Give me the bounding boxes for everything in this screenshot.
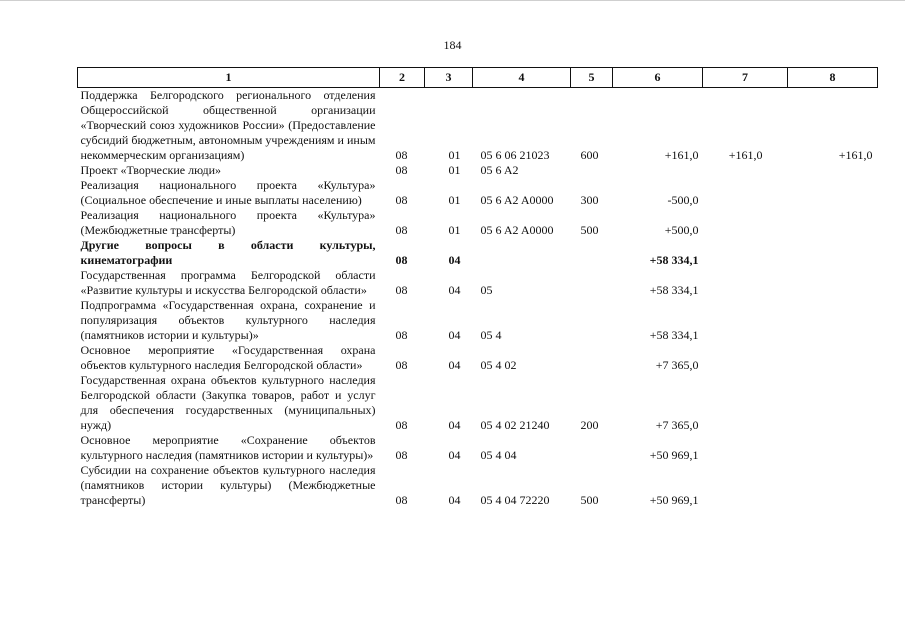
cell-amount-col6 (613, 163, 703, 178)
cell-name: Государственная программа Белгородской области «Развитие культуры и искусства Белгородской области» (80, 268, 376, 297)
cell-amount-col7: +161,0 (728, 148, 763, 162)
cell-target-article: 05 6 A2 A0000 (480, 193, 554, 207)
cell-name: Субсидии на сохранение объектов культурного наследия (памятников истории культуры) (Межбюджетные трансферты) (80, 463, 376, 507)
cell-subsection: 04 (448, 448, 461, 462)
cell-amount-col6: +7 365,0 (655, 358, 699, 372)
cell-name: Государственная охрана объектов культурного наследия Белгородской области (Закупка товаров, работ и услуг для обеспечения государственных (муниципальных) нужд) (80, 373, 376, 432)
cell-target-article: 05 (480, 283, 493, 297)
cell-section: 08 (395, 328, 408, 342)
cell-section: 08 (395, 358, 408, 372)
cell-target-article: 05 6 A2 A0000 (480, 223, 554, 237)
scan-edge (0, 0, 905, 1)
table-row (78, 298, 878, 343)
cell-subsection: 04 (448, 358, 461, 372)
table-row (78, 268, 878, 298)
cell-amount-col6: +161,0 (664, 148, 699, 162)
table-row (78, 433, 878, 463)
cell-expense-type (571, 298, 613, 343)
table-row (78, 178, 878, 208)
cell-name: Реализация национального проекта «Культура» (Социальное обеспечение и иные выплаты населению) (80, 178, 376, 207)
cell-expense-type (571, 268, 613, 298)
cell-expense-type: 500 (580, 223, 599, 237)
cell-amount-col8 (788, 208, 878, 238)
cell-section: 08 (395, 448, 408, 462)
header-row (78, 68, 878, 88)
cell-subsection: 04 (448, 328, 461, 342)
cell-target-article: 05 4 02 (480, 358, 517, 372)
column-header-2: 2 (380, 68, 425, 88)
cell-expense-type: 200 (580, 418, 599, 432)
cell-subsection: 04 (448, 283, 461, 297)
cell-subsection: 01 (448, 223, 461, 237)
cell-section: 08 (395, 493, 408, 507)
cell-target-article: 05 4 04 72220 (480, 493, 550, 507)
cell-amount-col7 (703, 238, 788, 268)
cell-target-article: 05 4 02 21240 (480, 418, 550, 432)
cell-section: 08 (395, 193, 408, 207)
cell-amount-col8 (788, 373, 878, 433)
cell-name: Основное мероприятие «Государственная охрана объектов культурного наследия Белгородской области» (80, 343, 376, 372)
cell-amount-col6: +58 334,1 (649, 283, 699, 297)
cell-amount-col7 (703, 268, 788, 298)
table-row (78, 343, 878, 373)
cell-amount-col8: +161,0 (838, 148, 873, 162)
column-header-3: 3 (425, 68, 473, 88)
cell-target-article: 05 6 A2 (480, 163, 519, 177)
cell-section: 08 (395, 223, 408, 237)
column-header-8: 8 (788, 68, 878, 88)
cell-name: Реализация национального проекта «Культура» (Межбюджетные трансферты) (80, 208, 376, 237)
cell-amount-col7 (703, 433, 788, 463)
cell-amount-col6: +58 334,1 (649, 328, 699, 342)
cell-subsection: 01 (448, 148, 461, 162)
cell-subsection: 04 (448, 493, 461, 507)
table-row (78, 163, 878, 178)
cell-target-article: 05 6 06 21023 (480, 148, 550, 162)
cell-subsection: 04 (448, 253, 461, 267)
cell-amount-col7 (703, 298, 788, 343)
cell-amount-col7 (703, 208, 788, 238)
cell-expense-type: 600 (580, 148, 599, 162)
cell-amount-col6: -500,0 (667, 193, 699, 207)
cell-amount-col7 (703, 373, 788, 433)
cell-name: Проект «Творческие люди» (80, 163, 222, 177)
cell-expense-type (571, 433, 613, 463)
budget-table (77, 67, 878, 508)
table-row (78, 208, 878, 238)
cell-amount-col8 (788, 163, 878, 178)
column-header-6: 6 (613, 68, 703, 88)
table-row (78, 88, 878, 164)
cell-amount-col8 (788, 268, 878, 298)
cell-amount-col8 (788, 238, 878, 268)
cell-expense-type (571, 163, 613, 178)
cell-amount-col7 (703, 343, 788, 373)
cell-name: Основное мероприятие «Сохранение объектов культурного наследия (памятников истории и культуры)» (80, 433, 376, 462)
column-header-5: 5 (571, 68, 613, 88)
cell-section: 08 (395, 283, 408, 297)
cell-section: 08 (395, 163, 408, 177)
cell-amount-col7 (703, 163, 788, 178)
cell-amount-col6: +58 334,1 (649, 253, 699, 267)
cell-amount-col8 (788, 463, 878, 508)
cell-section: 08 (395, 418, 408, 432)
cell-name: Подпрограмма «Государственная охрана, сохранение и популяризация объектов культурного наследия (памятников истории и культуры)» (80, 298, 376, 342)
cell-amount-col7 (703, 178, 788, 208)
cell-expense-type: 300 (580, 193, 599, 207)
column-header-7: 7 (703, 68, 788, 88)
table-header (78, 68, 878, 88)
cell-section: 08 (395, 253, 408, 267)
cell-amount-col6: +7 365,0 (655, 418, 699, 432)
column-header-4: 4 (473, 68, 571, 88)
cell-amount-col6: +50 969,1 (649, 493, 699, 507)
cell-subsection: 04 (448, 418, 461, 432)
cell-target-article: 05 4 (480, 328, 502, 342)
cell-target-article (473, 238, 571, 268)
cell-expense-type (571, 238, 613, 268)
cell-amount-col7 (703, 463, 788, 508)
cell-amount-col8 (788, 343, 878, 373)
cell-amount-col6: +50 969,1 (649, 448, 699, 462)
cell-expense-type: 500 (580, 493, 599, 507)
cell-expense-type (571, 343, 613, 373)
page-number: 184 (443, 38, 462, 52)
cell-amount-col8 (788, 178, 878, 208)
cell-target-article: 05 4 04 (480, 448, 517, 462)
cell-section: 08 (395, 148, 408, 162)
table-row (78, 463, 878, 508)
cell-name: Поддержка Белгородского регионального отделения Общероссийской общественной организации «Творческий союз художников России» (Предоставление субсидий бюджетным, автономным учреждениям и иным некоммерческим организациям) (80, 88, 376, 162)
table-row (78, 373, 878, 433)
table-body (78, 88, 878, 509)
cell-name: Другие вопросы в области культуры, кинематографии (80, 238, 376, 267)
cell-amount-col6: +500,0 (664, 223, 699, 237)
cell-subsection: 01 (448, 163, 461, 177)
cell-amount-col8 (788, 298, 878, 343)
cell-subsection: 01 (448, 193, 461, 207)
column-header-1: 1 (78, 68, 380, 88)
table-row (78, 238, 878, 268)
cell-amount-col8 (788, 433, 878, 463)
